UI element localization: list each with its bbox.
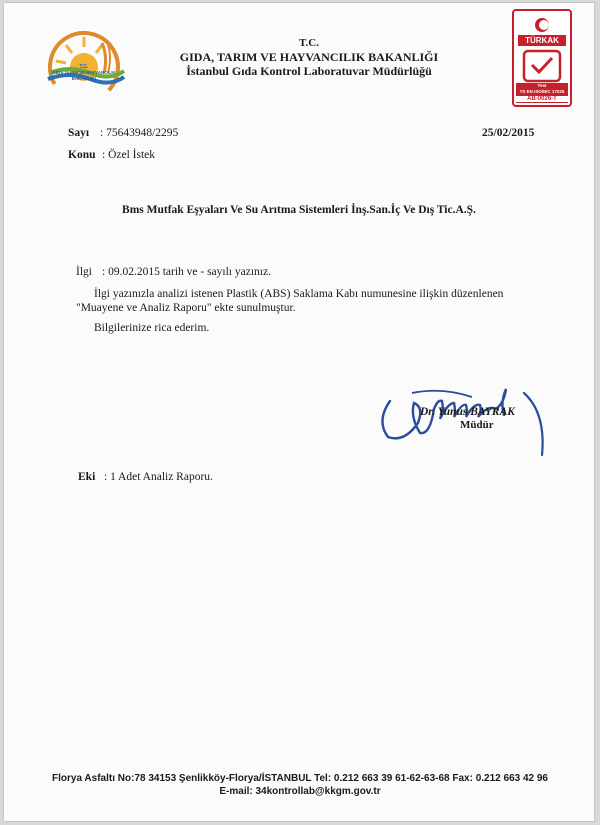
turkak-code: AB-0026-T — [516, 96, 568, 102]
header-tc: T.C. — [299, 37, 319, 49]
ek-label: Eki — [78, 471, 96, 483]
konu-label: Konu — [68, 149, 96, 161]
logo-line2: BAKANLIĞI — [71, 76, 97, 81]
signatory-name: Dr. Yunus BAYRAK — [420, 406, 515, 418]
recipient: Bms Mutfak Eşyaları Ve Su Arıtma Sistemleri İnş.San.İç Ve Dış Tic.A.Ş. — [122, 204, 476, 216]
sayi-label: Sayı — [68, 127, 90, 139]
body-line-1: İlgi yazınızla analizi istenen Plastik (ABS) Saklama Kabı numunesine ilişkin düzenlenen — [94, 288, 504, 300]
konu-value: : Özel İstek — [102, 149, 156, 161]
ministry-logo — [40, 23, 128, 101]
accreditation-mark — [512, 9, 572, 107]
header-ministry: GIDA, TARIM VE HAYVANCILIK BAKANLIĞI — [179, 50, 439, 64]
turkak-brand: TÜRKAK — [525, 36, 559, 45]
header-lab: İstanbul Gıda Kontrol Laboratuvar Müdürlüğü — [186, 64, 432, 78]
sayi-value: : 75643948/2295 — [100, 127, 179, 139]
ilgi-label: İlgi — [76, 266, 92, 278]
body-line-3: Bilgilerinize rica ederim. — [94, 322, 210, 334]
footer-email: E-mail: 34kontrollab@kkgm.gov.tr — [219, 786, 381, 797]
ilgi-value: : 09.02.2015 tarih ve - sayılı yazınız. — [102, 266, 271, 278]
logo-line1: GIDA TARIM VE HAYVANCILIK — [52, 70, 116, 75]
document-page — [4, 3, 594, 821]
ek-value: : 1 Adet Analiz Raporu. — [104, 471, 213, 483]
footer-address: Florya Asfaltı No:78 34153 Şenlikköy-Florya/İSTANBUL Tel: 0.212 663 39 61-62-63-68 Fax: 0.212 663 42 96 — [52, 773, 548, 784]
body-line-2: "Muayene ve Analiz Raporu" ekte sunulmuştur. — [76, 302, 296, 314]
turkak-standard: Test — [537, 83, 547, 88]
logo-tc: T.C. — [79, 64, 89, 70]
signatory-title: Müdür — [460, 419, 494, 431]
document-date: 25/02/2015 — [482, 127, 535, 139]
turkak-standard-2: TS EN ISO/IEC 17025 — [519, 89, 565, 94]
